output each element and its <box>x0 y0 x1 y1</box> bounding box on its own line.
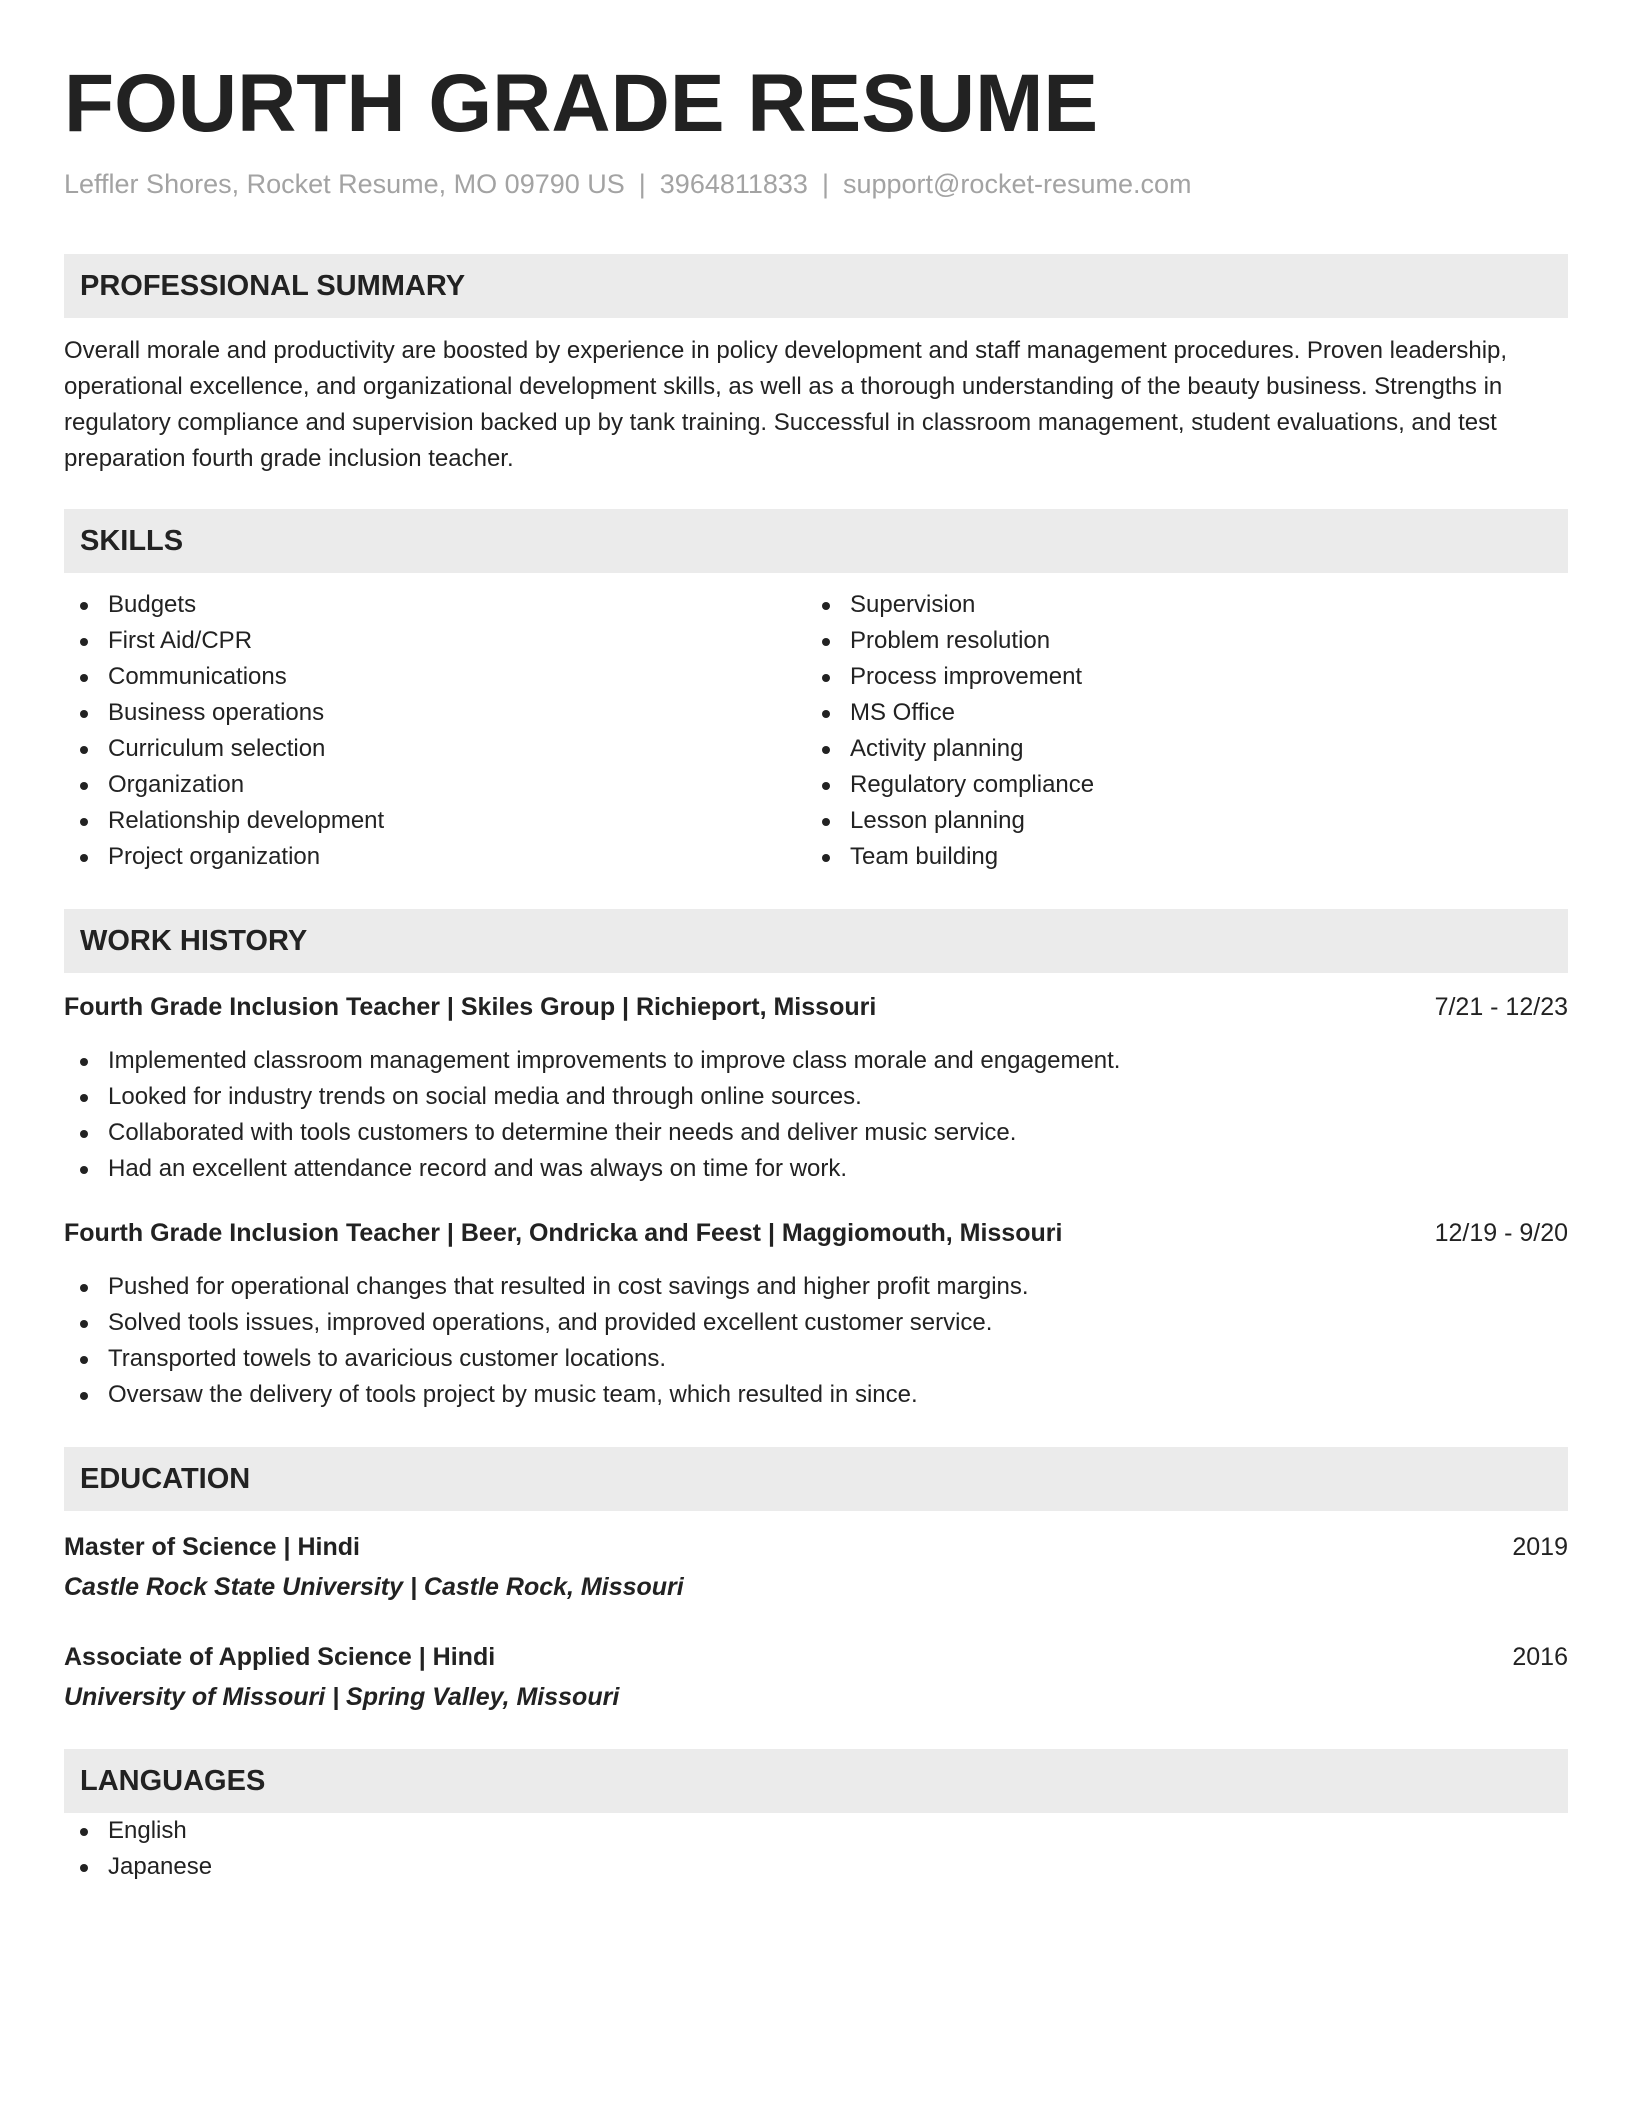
skill-item: Regulatory compliance <box>806 767 1548 803</box>
job-bullet: Pushed for operational changes that resulted in cost savings and higher profit margins. <box>64 1269 1568 1305</box>
job-header <box>64 1215 1568 1251</box>
skills-column-left <box>64 587 806 875</box>
skill-item: Problem resolution <box>806 623 1548 659</box>
skill-item: MS Office <box>806 695 1548 731</box>
education-degree: Associate of Applied Science | Hindi <box>64 1643 496 1671</box>
skill-item: Communications <box>64 659 806 695</box>
job-dates: 7/21 - 12/23 <box>1434 993 1568 1021</box>
job-bullet: Solved tools issues, improved operations, and provided excellent customer service. <box>64 1305 1568 1341</box>
education-year: 2016 <box>1512 1643 1568 1671</box>
job-title: Fourth Grade Inclusion Teacher | Beer, Ondricka and Feest | Maggiomouth, Missouri <box>64 1219 1063 1247</box>
resume-page <box>64 56 1568 1885</box>
languages-list <box>64 1813 1568 1885</box>
job-bullet: Collaborated with tools customers to determine their needs and deliver music service. <box>64 1115 1568 1151</box>
job-bullet: Oversaw the delivery of tools project by music team, which resulted in since. <box>64 1377 1568 1413</box>
job-entry <box>64 1215 1568 1413</box>
section-header-education: EDUCATION <box>64 1447 1568 1511</box>
section-header-skills: SKILLS <box>64 509 1568 573</box>
job-entry <box>64 989 1568 1187</box>
education-entry <box>64 1639 1568 1715</box>
section-header-work-history: WORK HISTORY <box>64 909 1568 973</box>
skill-item: Supervision <box>806 587 1548 623</box>
skill-item: Business operations <box>64 695 806 731</box>
skill-item: Relationship development <box>64 803 806 839</box>
skills-list-left <box>64 587 806 875</box>
education-entry <box>64 1529 1568 1605</box>
language-item: Japanese <box>64 1849 1568 1885</box>
skill-item: Organization <box>64 767 806 803</box>
section-header-summary: PROFESSIONAL SUMMARY <box>64 254 1568 318</box>
job-dates: 12/19 - 9/20 <box>1434 1219 1568 1247</box>
contact-phone: 3964811833 <box>659 169 808 199</box>
job-bullet: Had an excellent attendance record and was always on time for work. <box>64 1151 1568 1187</box>
job-bullets <box>64 1269 1568 1413</box>
education-school: Castle Rock State University | Castle Rock, Missouri <box>64 1573 684 1601</box>
skill-item: Budgets <box>64 587 806 623</box>
skill-item: Team building <box>806 839 1548 875</box>
skill-item: Project organization <box>64 839 806 875</box>
job-bullets <box>64 1043 1568 1187</box>
job-bullet: Implemented classroom management improvements to improve class morale and engagement. <box>64 1043 1568 1079</box>
job-header <box>64 989 1568 1025</box>
education-year: 2019 <box>1512 1533 1568 1561</box>
education-degree: Master of Science | Hindi <box>64 1533 360 1561</box>
summary-text: Overall morale and productivity are boosted by experience in policy development and staff management procedures. Proven leadership, operational excellence, and organizational development skills, as well as a thorough understanding of the beauty business. Strengths in regulatory compliance and supervision backed up by tank training. Successful in classroom management, student evaluations, and test preparation fourth grade inclusion teacher. <box>64 337 1508 472</box>
skills-list-right <box>806 587 1548 875</box>
education-school: University of Missouri | Spring Valley, Missouri <box>64 1683 620 1711</box>
contact-separator: | <box>821 169 829 199</box>
skill-item: Process improvement <box>806 659 1548 695</box>
contact-email: support@rocket-resume.com <box>842 169 1192 199</box>
skill-item: Curriculum selection <box>64 731 806 767</box>
resume-title: FOURTH GRADE RESUME <box>64 58 1099 149</box>
contact-line <box>64 166 1568 202</box>
job-title: Fourth Grade Inclusion Teacher | Skiles Group | Richieport, Missouri <box>64 993 877 1021</box>
section-header-languages: LANGUAGES <box>64 1749 1568 1813</box>
skills-column-right <box>806 587 1548 875</box>
language-item: English <box>64 1813 1568 1849</box>
contact-separator: | <box>638 169 646 199</box>
skill-item: First Aid/CPR <box>64 623 806 659</box>
skills-grid <box>64 587 1568 875</box>
skill-item: Activity planning <box>806 731 1548 767</box>
education-header <box>64 1639 1568 1675</box>
job-bullet: Transported towels to avaricious customer locations. <box>64 1341 1568 1377</box>
skill-item: Lesson planning <box>806 803 1548 839</box>
job-bullet: Looked for industry trends on social media and through online sources. <box>64 1079 1568 1115</box>
contact-address: Leffler Shores, Rocket Resume, MO 09790 US <box>64 169 625 199</box>
education-header <box>64 1529 1568 1565</box>
